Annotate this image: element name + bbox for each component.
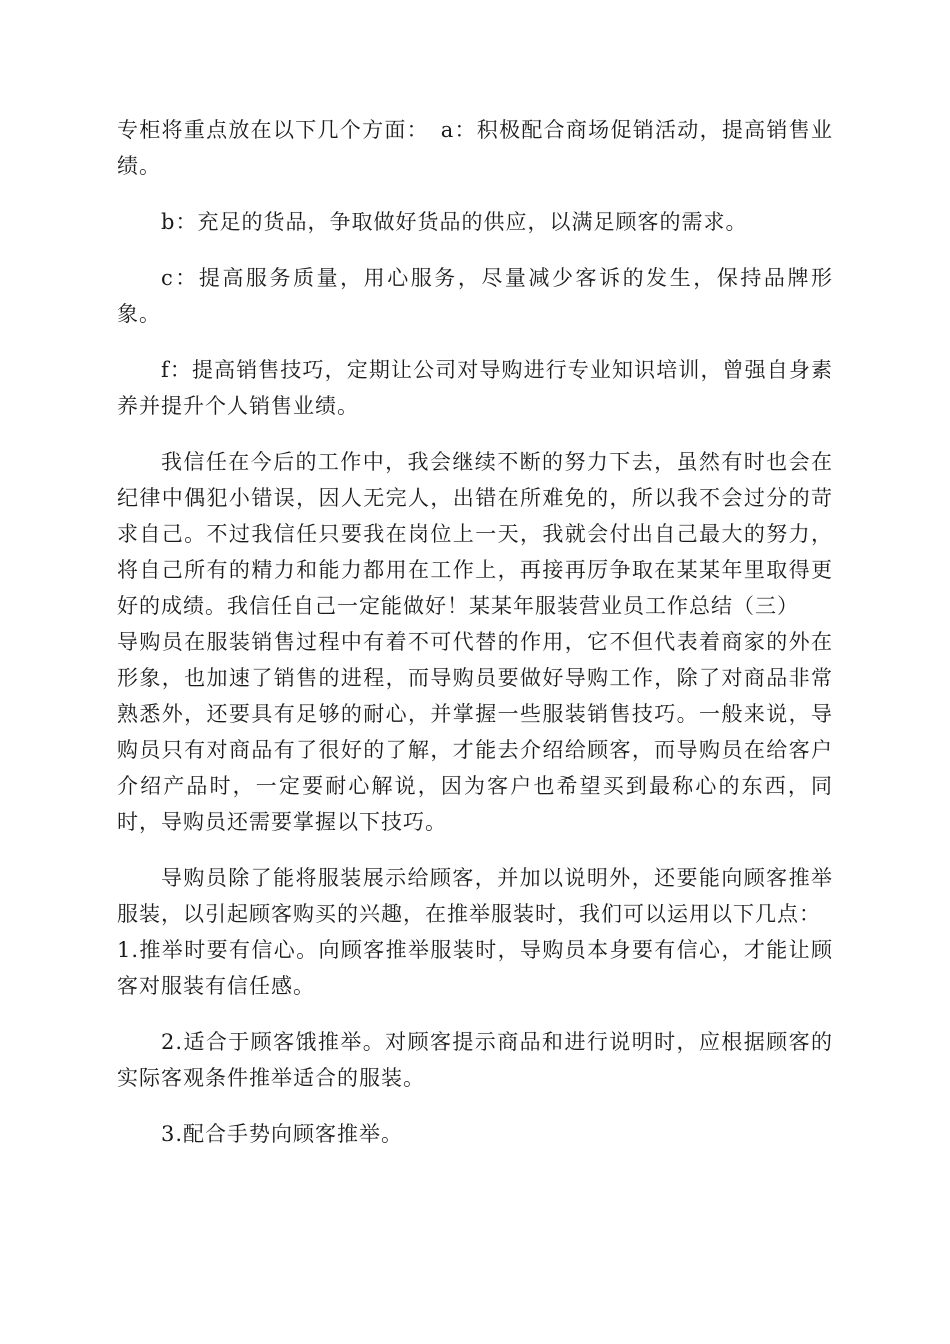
paragraph-point-2: 2.适合于顾客饿推举。对顾客提示商品和进行说明时，应根据顾客的实际客观条件推举适合的服装。 <box>117 1030 833 1090</box>
paragraph-point-1: 1.推举时要有信心。向顾客推举服装时，导购员本身要有信心，才能让顾客对服装有信任感。 <box>117 938 833 998</box>
paragraph-item-c: c：提高服务质量，用心服务，尽量减少客诉的发生，保持品牌形象。 <box>117 266 833 326</box>
document-page <box>117 112 833 1152</box>
paragraph-item-b: b：充足的货品，争取做好货品的供应，以满足顾客的需求。 <box>161 210 748 234</box>
paragraph-guide-role: 导购员在服装销售过程中有着不可代替的作用，它不但代表着商家的外在形象，也加速了销售的进程，而导购员要做好导购工作，除了对商品非常熟悉外，还要具有足够的耐心，并掌握一些服装销售技巧。一般来说，导购员只有对商品有了很好的了解，才能去介绍给顾客，而导购员在给客户介绍产品时，一定要耐心解说，因为客户也希望买到最称心的东西，同时，导购员还需要掌握以下技巧。 <box>117 630 833 834</box>
paragraph-item-f: f：提高销售技巧，定期让公司对导购进行专业知识培训，曾强自身素养并提升个人销售业绩。 <box>117 358 833 418</box>
paragraph-commitment: 我信任在今后的工作中，我会继续不断的努力下去，虽然有时也会在纪律中偶犯小错误，因人无完人，出错在所难免的，所以我不会过分的苛求自己。不过我信任只要我在岗位上一天，我就会付出自己最大的努力，将自己所有的精力和能力都用在工作上，再接再厉争取在某某年里取得更好的成绩。我信任自己一定能做好！某某年服装营业员工作总结（三） <box>117 450 833 618</box>
paragraph-focus-areas: 专柜将重点放在以下几个方面： a：积极配合商场促销活动，提高销售业绩。 <box>117 118 833 178</box>
paragraph-point-3: 3.配合手势向顾客推举。 <box>161 1122 404 1146</box>
paragraph-recommend-intro: 导购员除了能将服装展示给顾客，并加以说明外，还要能向顾客推举服装，以引起顾客购买的兴趣，在推举服装时，我们可以运用以下几点： <box>117 866 833 926</box>
